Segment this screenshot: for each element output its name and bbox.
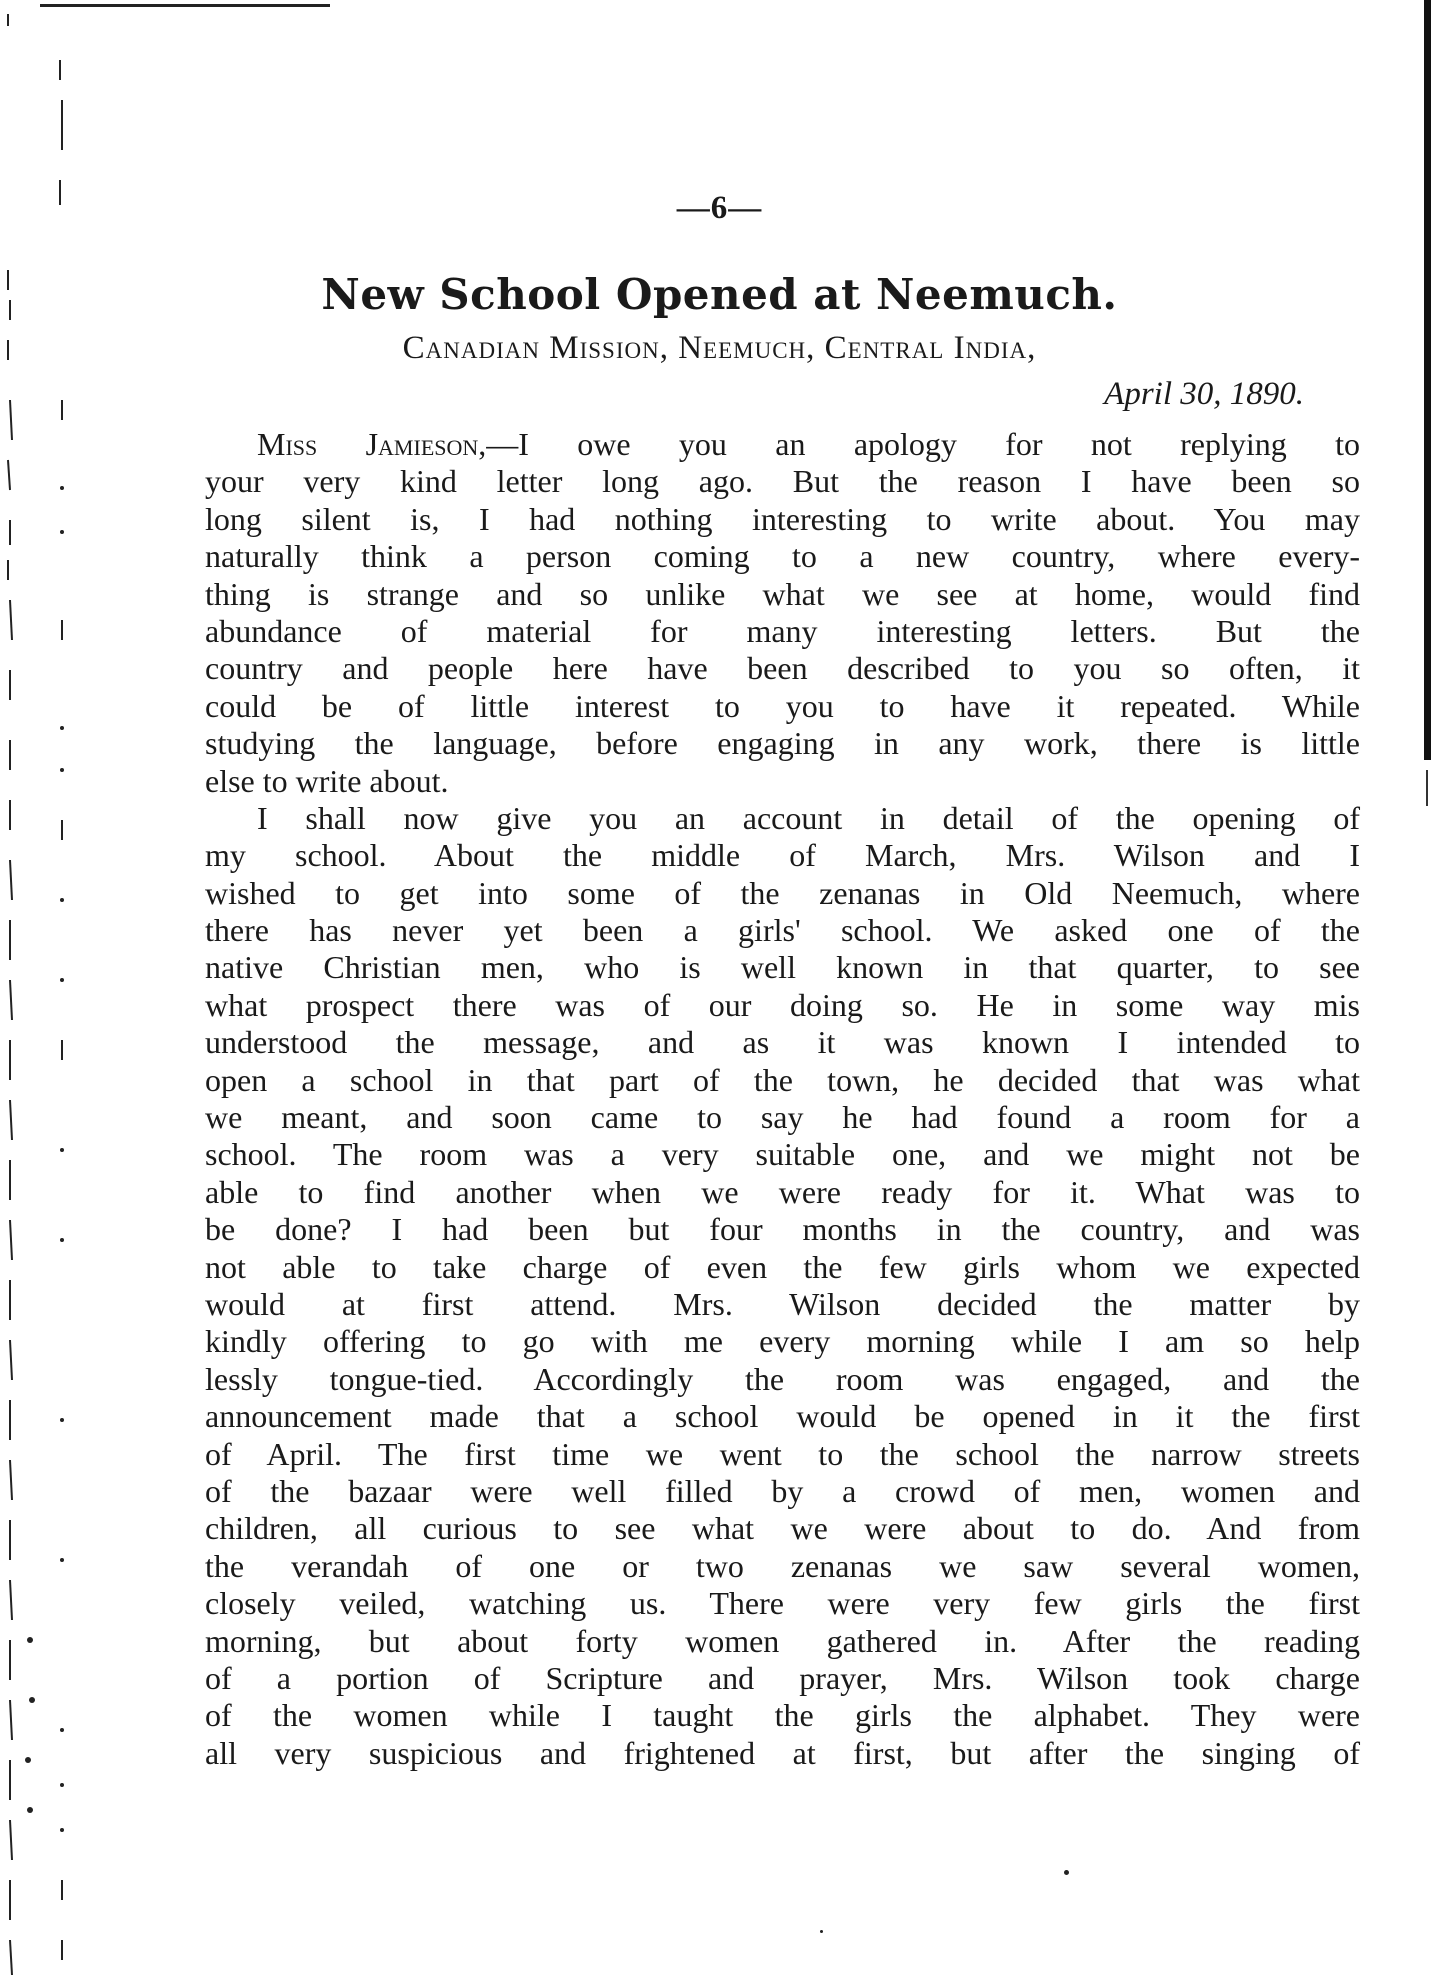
body-line: abundance of material for many interesting letters. But the	[205, 612, 1360, 649]
body-line: the verandah of one or two zenanas we saw several women,	[205, 1547, 1360, 1584]
body-line: else to write about.	[205, 762, 449, 799]
body-line: not able to take charge of even the few girls whom we expected	[205, 1248, 1360, 1285]
body-line: be done? I had been but four months in the country, and was	[205, 1211, 1360, 1248]
scan-edge-rule	[40, 4, 330, 7]
body-line: open a school in that part of the town, he decided that was what	[205, 1061, 1360, 1098]
body-line: your very kind letter long ago. But the reason I have been so	[205, 463, 1360, 500]
article-dateline: Canadian Mission, Neemuch, Central India,	[402, 330, 1037, 366]
scan-speck	[1064, 1870, 1069, 1875]
body-line: country and people here have been described to you so often, it	[205, 650, 1360, 687]
scan-edge-right-shadow	[1424, 0, 1431, 760]
article-headline: New School Opened at Neemuch.	[321, 270, 1118, 319]
body-line: of the bazaar were well filled by a crowd of men, women and	[205, 1472, 1360, 1509]
body-line: kindly offering to go with me every morning while I am so help	[205, 1323, 1360, 1360]
body-line: children, all curious to see what we were about to do. And from	[205, 1510, 1360, 1547]
body-line: wished to get into some of the zenanas in Old Neemuch, where	[205, 874, 1360, 911]
body-line-text: —I owe you an apology for not replying to	[486, 426, 1361, 462]
body-line: naturally think a person coming to a new country, where every-	[205, 538, 1360, 575]
body-line: understood the message, and as it was known I intended to	[205, 1024, 1360, 1061]
body-line: could be of little interest to you to have it repeated. While	[205, 687, 1360, 724]
body-line: lessly tongue-tied. Accordingly the room was engaged, and the	[205, 1360, 1360, 1397]
body-line: there has never yet been a girls' school. We asked one of the	[205, 912, 1360, 949]
body-line: my school. About the middle of March, Mrs. Wilson and I	[205, 837, 1360, 874]
scan-edge-right-tick	[1426, 770, 1428, 806]
body-line: what prospect there was of our doing so. He in some way mis	[205, 986, 1360, 1023]
body-line: studying the language, before engaging in any work, there is little	[205, 725, 1360, 762]
body-line: long silent is, I had nothing interesting to write about. You may	[205, 500, 1360, 537]
body-line: would at first attend. Mrs. Wilson decided the matter by	[205, 1285, 1360, 1322]
body-line: native Christian men, who is well known in that quarter, to see	[205, 949, 1360, 986]
scan-speck	[820, 1930, 823, 1933]
body-line: of the women while I taught the girls the alphabet. They were	[205, 1697, 1360, 1734]
body-line: announcement made that a school would be opened in it the first	[205, 1398, 1360, 1435]
body-line: able to find another when we were ready for it. What was to	[205, 1173, 1360, 1210]
letter-body	[205, 426, 1360, 1772]
body-line	[205, 426, 1360, 463]
body-line: school. The room was a very suitable one, and we might not be	[205, 1136, 1360, 1173]
body-line: all very suspicious and frightened at first, but after the singing of	[205, 1734, 1360, 1771]
body-line: I shall now give you an account in detail of the opening of	[257, 799, 1360, 836]
page-number: —6—	[676, 190, 763, 226]
body-line: of a portion of Scripture and prayer, Mrs. Wilson took charge	[205, 1659, 1360, 1696]
letter-salutation: Miss Jamieson,	[257, 426, 487, 462]
body-line: of April. The first time we went to the school the narrow streets	[205, 1435, 1360, 1472]
body-line: closely veiled, watching us. There were very few girls the first	[205, 1585, 1360, 1622]
body-line: we meant, and soon came to say he had found a room for a	[205, 1099, 1360, 1136]
body-line: morning, but about forty women gathered in. After the reading	[205, 1622, 1360, 1659]
article-date: April 30, 1890.	[1104, 376, 1304, 412]
body-line: thing is strange and so unlike what we see at home, would find	[205, 575, 1360, 612]
